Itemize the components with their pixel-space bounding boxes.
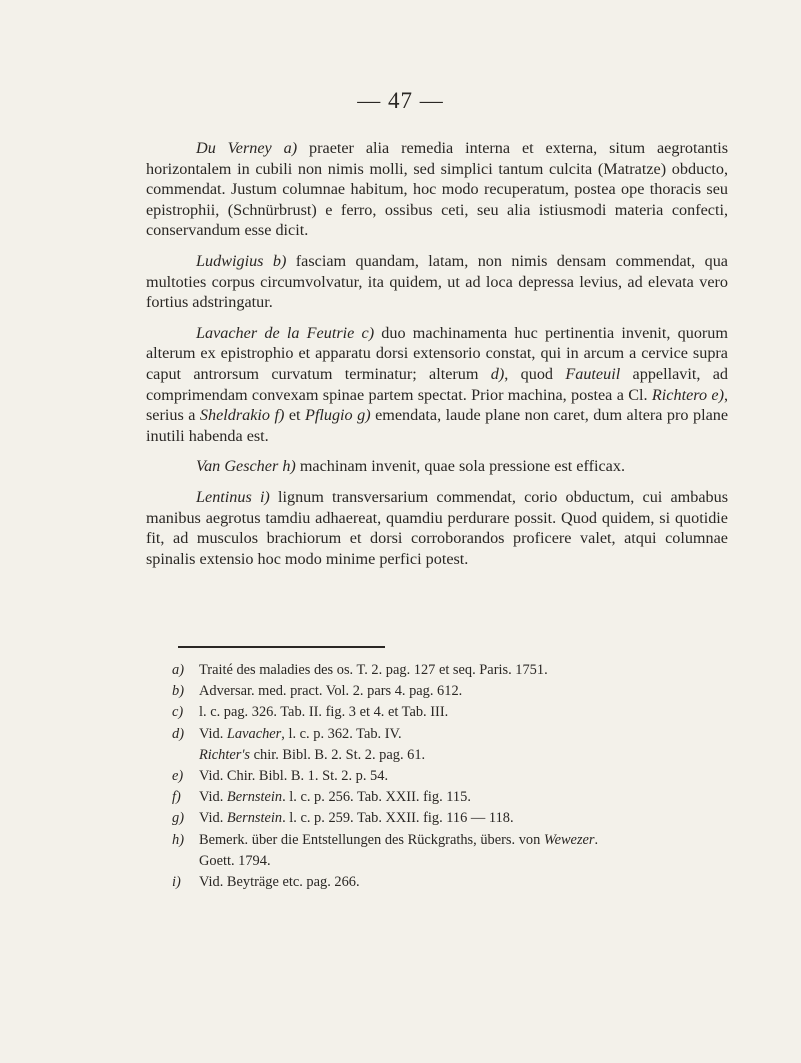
- footnote-ref: h): [282, 457, 296, 476]
- footnote-text-part: Vid.: [199, 725, 227, 742]
- footnote-c: [172, 702, 732, 723]
- author-name: Lavacher de la Feutrie: [196, 323, 355, 342]
- author-name: Richter's: [199, 746, 251, 763]
- footnote-mark: h): [172, 831, 184, 848]
- footnote-d-continuation: [172, 745, 732, 766]
- footnote-text-part: Bemerk. über die Entstellungen des Rückgraths, übers. von: [199, 831, 544, 848]
- footnote-ref: e): [711, 385, 724, 404]
- paragraph-text: lignum transversarium commendat, corio obductum, cui ambabus manibus aegrotus tamdiu adhaereat, quamdiu perdurare possit. Quod quidem, si quotidie fit, ad musculos brachiorum et dorsi corroborandos proficere valet, atqui columnae spinalis extensio hoc modo minime perfici potest.: [146, 487, 728, 568]
- footnote-mark: e): [172, 768, 184, 785]
- footnote-text: [199, 830, 732, 851]
- paragraph-text: appellavit, ad comprimendam convexam spinae partem spectat. Prior machina, postea a Cl.: [146, 364, 729, 404]
- page-number: — 47 —: [357, 88, 444, 113]
- footnote-ref: b): [272, 251, 287, 270]
- footnote-ref: d): [490, 364, 505, 383]
- footnote-mark: c): [172, 704, 184, 721]
- footnote-g: [172, 808, 732, 829]
- footnote-text-part: chir. Bibl. B. 2. St. 2. pag. 61.: [250, 746, 426, 763]
- footnote-text-part: .: [594, 831, 599, 848]
- paragraph-text: emendata, laude plane non caret, dum altera pro plane inutili habenda est.: [146, 406, 729, 445]
- footnote-separator: [178, 646, 385, 648]
- author-name: Sheldrakio: [199, 406, 271, 425]
- footnote-text: [199, 745, 732, 766]
- footnote-text: [199, 724, 732, 745]
- footnote-text: Vid. Chir. Bibl. B. 1. St. 2. p. 54.: [199, 768, 389, 785]
- author-name: Lentinus: [196, 487, 252, 506]
- footnote-text: Vid. Beyträge etc. pag. 266.: [199, 874, 360, 891]
- paragraph-text: , quod: [504, 364, 566, 383]
- term-fauteuil: Fauteuil: [565, 364, 621, 383]
- footnote-ref: f): [274, 406, 285, 425]
- footnote-ref: i): [259, 487, 270, 506]
- footnotes: [172, 660, 732, 893]
- paragraph-du-verney: [146, 138, 728, 241]
- footnote-mark: d): [172, 725, 184, 742]
- footnote-mark: a): [172, 662, 184, 678]
- footnote-ref: c): [361, 323, 375, 342]
- body-text: [146, 138, 728, 579]
- footnote-text: Traité des maladies des os. T. 2. pag. 127 et seq. Paris. 1751.: [199, 662, 548, 678]
- footnote-f: [172, 787, 732, 808]
- footnote-h-continuation: [172, 851, 732, 872]
- footnote-mark: f): [172, 789, 181, 806]
- author-name: Bernstein: [226, 810, 283, 827]
- paragraph-ludwigius: [146, 251, 728, 313]
- author-name: Van Gescher: [196, 457, 279, 476]
- footnote-text-part: Vid.: [199, 810, 227, 827]
- footnote-e: [172, 766, 732, 787]
- author-name: Du Verney: [196, 139, 272, 157]
- author-name: Wewezer: [543, 831, 595, 848]
- author-name: Ludwigius: [196, 251, 264, 270]
- author-name: Richtero: [651, 385, 708, 404]
- paragraph-text: fasciam quandam, latam, non nimis densam commendat, qua multoties corpus circumvolvatur, ita quidem, ut ad loca depressa levius, ad elevata vero fortius adstringatur.: [146, 251, 728, 312]
- author-name: Lavacher: [226, 725, 282, 742]
- paragraph-van-gescher: [146, 456, 728, 477]
- footnote-h: [172, 830, 732, 851]
- author-name: Bernstein: [226, 789, 283, 806]
- footnote-text: l. c. pag. 326. Tab. II. fig. 3 et 4. et Tab. III.: [199, 704, 449, 721]
- footnote-a: [172, 660, 732, 681]
- paragraph-text: et: [284, 406, 305, 425]
- footnote-i: [172, 872, 732, 893]
- footnote-d: [172, 724, 732, 745]
- footnote-mark: g): [172, 810, 184, 827]
- footnote-mark: i): [172, 874, 181, 891]
- footnote-text-part: , l. c. p. 362. Tab. IV.: [281, 725, 402, 742]
- author-name: Pflugio: [304, 406, 353, 425]
- footnote-text: Goett. 1794.: [199, 852, 271, 869]
- paragraph-lavacher: [146, 323, 728, 447]
- footnote-text-part: . l. c. p. 259. Tab. XXII. fig. 116 — 118.: [282, 810, 514, 827]
- footnote-b: [172, 681, 732, 702]
- paragraph-text: duo machinamenta huc pertinentia invenit, quorum alterum ex epistrophio et apparatu dorsi extensorio constat, qui in arcum a cervice supra caput antrorsum curvatum terminatur; alterum: [146, 323, 728, 383]
- footnote-ref: g): [357, 406, 371, 425]
- footnote-text-part: . l. c. p. 256. Tab. XXII. fig. 115.: [282, 789, 471, 806]
- footnote-text: [199, 787, 732, 808]
- footnote-mark: b): [172, 683, 184, 700]
- paragraph-text: , serius a: [146, 385, 729, 425]
- footnote-text: Adversar. med. pract. Vol. 2. pars 4. pag. 612.: [199, 683, 463, 700]
- footnote-text-part: Vid.: [199, 789, 227, 806]
- paragraph-text: praeter alia remedia interna et externa, situm aegrotantis horizontalem in cubili non nimis molli, sed simplici tantum culcita (Matratze) obducto, commendat. Justum columnae habitum, hoc modo recuperatum, postea ope thoracis seu epistrophii, (Schnürbrust) e ferro, ossibus ceti, seu alia istiusmodi materia confecti, conservandum esse dicit.: [146, 139, 729, 240]
- footnote-ref: a): [283, 139, 298, 157]
- paragraph-lentinus: [146, 487, 728, 569]
- paragraph-text: machinam invenit, quae sola pressione est efficax.: [295, 457, 625, 476]
- footnote-text: [199, 808, 732, 829]
